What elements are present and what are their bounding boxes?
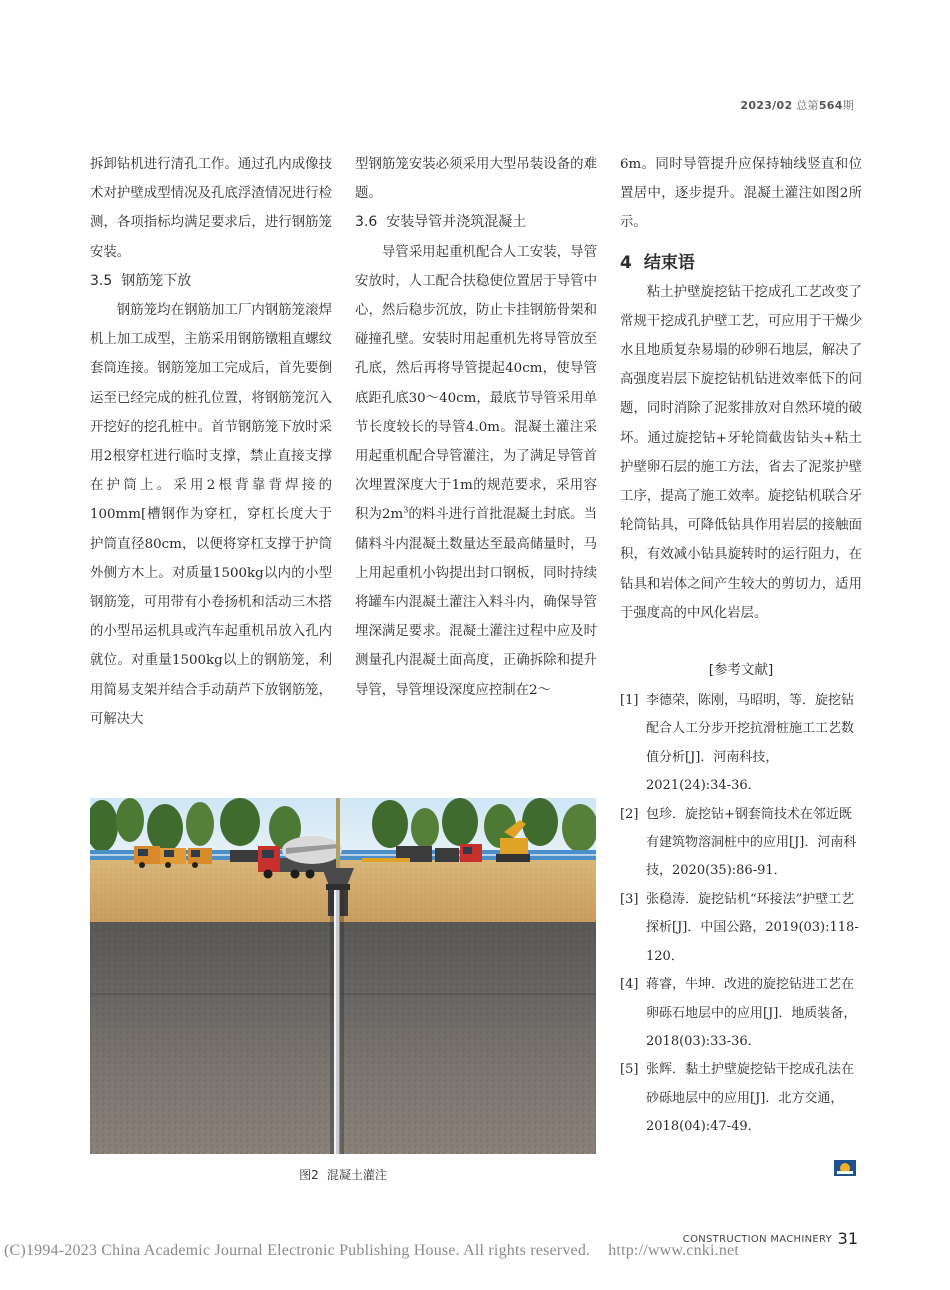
column-3 [620, 150, 862, 1142]
paragraph: 拆卸钻机进行清孔工作。通过孔内成像技术对护壁成型情况及孔底浮渣情况进行检测，各项指标均满足要求后，进行钢筋笼安装。 [90, 157, 332, 260]
paragraph: 6m。同时导管提升应保持轴线竖直和位置居中，逐步提升。混凝土灌注如图2所示。 [620, 157, 862, 231]
reference-item [620, 971, 862, 1056]
section-title: 安装导管并浇筑混凝土 [386, 214, 527, 231]
section-number: 4 [620, 252, 632, 273]
reference-list [620, 687, 862, 1142]
reference-text: 蒋睿，牛坤．改进的旋挖钻进工艺在卵砾石地层中的应用[J]．地质装备，2018(03):33-36． [646, 977, 857, 1049]
paragraph: 型钢筋笼安装必须采用大型吊装设备的难题。 [355, 157, 597, 202]
column-1 [90, 150, 332, 734]
reference-text: 包珍．旋挖钻+钢套筒技术在邻近既有建筑物溶洞桩中的应用[J]．河南科技，2020(35):86-91． [646, 806, 857, 879]
reference-number: [3] [620, 891, 639, 907]
copyright-text: (C)1994-2023 China Academic Journal Electronic Publishing House. All rights reserved. [4, 1242, 591, 1259]
issue-total-number: 564 [818, 99, 843, 112]
paragraph [355, 238, 597, 705]
construction-illustration [90, 798, 596, 1154]
section-number: 3.6 [355, 214, 378, 231]
text-run: 的料斗进行首批混凝土封底。当储料斗内混凝土数量达至最高储量时，马上用起重机小钩提出封口钢板，同时持续将罐车内混凝土灌注入料斗内，确保导管埋深满足要求。混凝土灌注过程中应及时测量孔内混凝土面高度，正确拆除和提升导管，导管埋设深度应控制在2～ [355, 507, 598, 698]
section-heading-3-6 [355, 208, 597, 237]
issue-suffix: 期 [842, 99, 854, 112]
copyright-notice [4, 1242, 739, 1260]
issue-total-label: 总第 [796, 99, 819, 112]
section-heading-3-5 [90, 267, 332, 296]
reference-text: 张稳涛．旋挖钻机“环接法”护壁工艺探析[J]．中国公路，2019(03):118-120． [646, 891, 859, 964]
reference-number: [1] [620, 693, 639, 709]
page-number: 31 [837, 1229, 858, 1248]
caption-label: 图2 [299, 1168, 319, 1182]
issue-info [740, 97, 854, 113]
text-run: 导管采用起重机配合人工安装，导管安放时，人工配合扶稳使位置居于导管中心，然后稳步沉放，防止卡挂钢筋骨架和碰撞孔壁。安装时用起重机先将导管放至孔底，然后再将导管提起40cm，使导管底距孔底30～40cm，最底节导管采用单节长度较长的导管4.0m。混凝土灌注采用起重机配合导管灌注，为了满足导管首次埋置深度大于1m的规范要求，采用容积为2m [355, 244, 597, 523]
section-title: 结束语 [643, 252, 695, 273]
tremie-pipe [330, 890, 344, 1154]
caption-text: 混凝土灌注 [326, 1168, 387, 1182]
paragraph: 钢筋笼均在钢筋加工厂内钢筋笼滚焊机上加工成型，主筋采用钢筋镦粗直螺纹套筒连接。钢筋笼加工完成后，首先要倒运至已经完成的桩孔位置，将钢筋笼沉入开挖好的挖孔桩中。首节钢筋笼下放时采用2根穿杠进行临时支撑，禁止直接支撑在护筒上。采用2根背靠背焊接的100mm[槽钢作为穿杠，穿杠长度大于护筒直径80cm，以便将穿杠支撑于护筒外侧方木上。对质量1500kg以内的小型钢筋笼，可用带有小卷扬机和活动三木搭的小型吊运机具或汽车起重机吊放入孔内就位。对重量1500kg以上的钢筋笼，利用简易支架并结合手动葫芦下放钢筋笼，可解决大 [90, 303, 332, 727]
footer-journal-name: CONSTRUCTION MACHINERY [682, 1234, 832, 1245]
source-url: http://www.cnki.net [608, 1242, 739, 1259]
superscript: 3 [403, 505, 409, 515]
reference-number: [4] [620, 977, 639, 993]
journal-logo-icon [834, 1160, 856, 1176]
section-number: 3.5 [90, 272, 113, 289]
reference-item [620, 687, 862, 801]
reference-text: 张辉．黏土护壁旋挖钻干挖成孔法在砂砾地层中的应用[J]．北方交通，2018(04):47-49． [646, 1062, 855, 1135]
paragraph: 粘土护壁旋挖钻干挖成孔工艺改变了常规干挖成孔护壁工艺，可应用于干燥少水且地质复杂易塌的砂卵石地层，解决了高强度岩层下旋挖钻机钻进效率低下的问题，同时消除了泥浆排放对自然环境的破坏。通过旋挖钻+牙轮筒截齿钻头+粘土护壁卵石层的施工方法，省去了泥浆护壁工序，提高了施工效率。旋挖钻机联合牙轮筒钻具，可降低钻具作用岩层的接触面积，有效减小钻具旋转时的运行阻力，在钻具和岩体之间产生较大的剪切力，适用于强度高的中风化岩层。 [620, 284, 862, 621]
reference-number: [2] [620, 806, 639, 822]
issue-date: 2023/02 [740, 99, 793, 112]
reference-text: 李德荣，陈刚，马昭明，等．旋挖钻配合人工分步开挖抗滑桩施工工艺数值分析[J]．河南科技，2021(24):34-36． [646, 693, 855, 794]
column-2 [355, 150, 597, 705]
section-heading-4 [620, 248, 862, 278]
references-heading: [参考文献] [708, 662, 774, 679]
reference-item [620, 801, 862, 886]
section-title: 钢筋笼下放 [121, 272, 192, 289]
figure-concrete-pouring [90, 798, 596, 1154]
figure-caption [90, 1166, 596, 1183]
reference-item [620, 886, 862, 971]
reference-number: [5] [620, 1062, 639, 1078]
reference-item [620, 1056, 862, 1141]
